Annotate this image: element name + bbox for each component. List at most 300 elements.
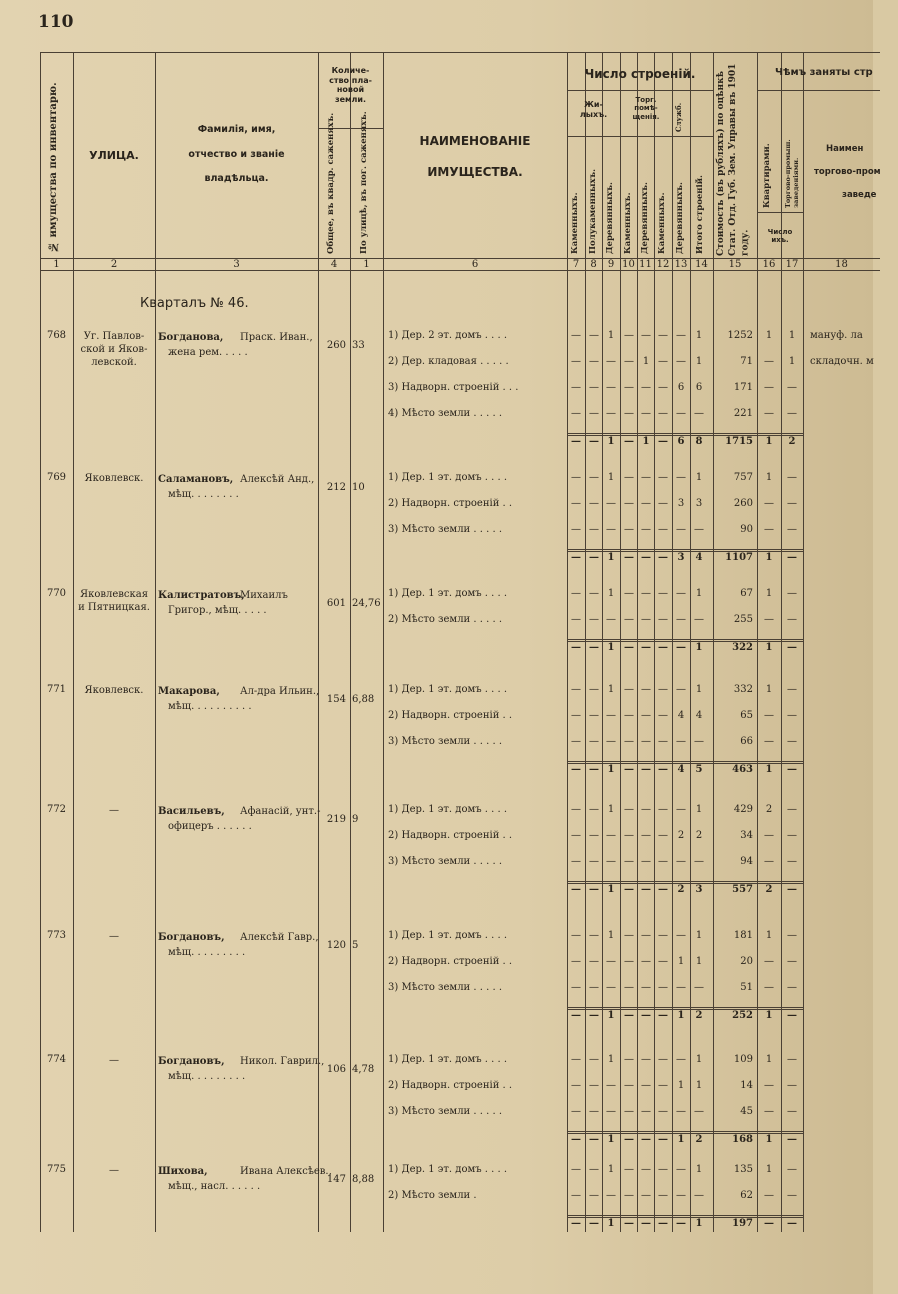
land-area: 260 <box>326 340 346 351</box>
building-count: — <box>624 1190 634 1201</box>
building-count: — <box>589 1190 599 1201</box>
street-name: — <box>109 931 119 942</box>
apartments-count: — <box>764 1106 774 1117</box>
property-item: 1) Дер. 1 эт. домъ . . . . <box>388 930 508 941</box>
owner-surname: Саламановъ, <box>158 474 234 485</box>
column-number: 18 <box>835 259 848 270</box>
total-building-count: 2 <box>695 1134 703 1145</box>
building-count: — <box>658 856 668 867</box>
building-count: — <box>571 956 581 967</box>
building-count: 1 <box>607 1054 615 1065</box>
property-item: 2) Надворн. строеній . . <box>388 1080 513 1091</box>
building-count: — <box>589 856 599 867</box>
building-count: — <box>624 408 634 419</box>
property-item: 2) Мѣсто земли . <box>388 1190 477 1201</box>
building-count: 2 <box>695 830 703 841</box>
total-building-count: — <box>589 552 599 563</box>
building-count: — <box>694 408 704 419</box>
total-building-count: — <box>571 1134 581 1145</box>
property-value: 135 <box>733 1164 753 1175</box>
header-apartments: Квартирами. <box>762 143 772 208</box>
column-number: 4 <box>330 259 338 270</box>
total-value: 252 <box>732 1010 753 1021</box>
total-value: 1107 <box>725 552 753 563</box>
owner-status: мѣщ. . . . . . . . . . <box>168 701 252 712</box>
building-count: — <box>624 1054 634 1065</box>
total-building-count: 6 <box>677 436 685 447</box>
total-building-count: — <box>641 764 651 775</box>
total-building-count: — <box>571 552 581 563</box>
total-building-count: 3 <box>677 552 685 563</box>
property-item: 3) Мѣсто земли . . . . . <box>388 736 502 747</box>
header-total-buildings: Итого строеній. <box>695 175 705 254</box>
apartments-count: 1 <box>765 472 773 483</box>
building-count: 4 <box>677 710 685 721</box>
property-item: 3) Мѣсто земли . . . . . <box>388 982 502 993</box>
apartments-count: 2 <box>765 804 773 815</box>
property-item: 1) Дер. 1 эт. домъ . . . . <box>388 804 508 815</box>
street-name: Яковлевск. <box>84 473 144 484</box>
building-count: — <box>676 1106 686 1117</box>
building-count: — <box>641 472 651 483</box>
apartments-count: 1 <box>765 588 773 599</box>
total-building-count: — <box>641 642 651 653</box>
building-count: — <box>641 408 651 419</box>
property-item: 1) Дер. 1 эт. домъ . . . . <box>388 684 508 695</box>
land-area: 154 <box>326 694 346 705</box>
building-count: — <box>589 382 599 393</box>
building-count: — <box>589 524 599 535</box>
building-count: — <box>624 1106 634 1117</box>
total-building-count: 2 <box>677 884 685 895</box>
building-count: — <box>571 736 581 747</box>
trade-count: — <box>787 1106 797 1117</box>
building-count: — <box>624 588 634 599</box>
building-count: — <box>571 614 581 625</box>
column-number: 1 <box>363 259 370 270</box>
total-building-count: 2 <box>695 1010 703 1021</box>
building-count: — <box>676 804 686 815</box>
total-apartments: 1 <box>765 436 773 447</box>
trade-count: — <box>787 736 797 747</box>
total-building-count: 1 <box>607 1010 615 1021</box>
total-value: 197 <box>732 1218 753 1229</box>
building-count: — <box>641 1164 651 1175</box>
owner-status: мѣщ. . . . . . . . . <box>168 1071 246 1082</box>
building-count: — <box>641 1106 651 1117</box>
street-frontage: 5 <box>352 940 359 951</box>
inventory-number: 773 <box>46 930 67 941</box>
building-count: 1 <box>695 1080 703 1091</box>
header-buildings: Число строеній. <box>584 67 696 81</box>
total-building-count: 1 <box>607 884 615 895</box>
street-frontage: 10 <box>352 482 365 493</box>
inventory-number: 775 <box>46 1164 67 1175</box>
building-count: — <box>624 498 634 509</box>
total-building-count: — <box>589 884 599 895</box>
property-item: 1) Дер. 2 эт. домъ . . . . <box>388 330 508 341</box>
building-count: 1 <box>607 930 615 941</box>
property-value: 94 <box>740 856 753 867</box>
building-count: — <box>589 804 599 815</box>
land-area: 106 <box>326 1064 346 1075</box>
building-count: — <box>589 736 599 747</box>
header-trade: Торг. помѣ- щенія. <box>632 96 660 121</box>
property-value: 332 <box>733 684 753 695</box>
owner-details: Михаилъ <box>240 590 288 601</box>
building-count: — <box>589 830 599 841</box>
total-building-count: 1 <box>677 1134 685 1145</box>
total-building-count: 3 <box>695 884 703 895</box>
building-count: — <box>571 1080 581 1091</box>
total-building-count: — <box>676 642 686 653</box>
building-count: 1 <box>607 472 615 483</box>
building-count: — <box>571 382 581 393</box>
trade-count: — <box>787 382 797 393</box>
property-item: 3) Мѣсто земли . . . . . <box>388 524 502 535</box>
building-count: — <box>571 356 581 367</box>
building-count: — <box>658 1106 668 1117</box>
total-trade: — <box>787 642 797 653</box>
building-count: — <box>676 524 686 535</box>
column-number: 8 <box>590 259 597 270</box>
building-count: — <box>641 956 651 967</box>
building-count: — <box>606 382 616 393</box>
total-building-count: — <box>589 1218 599 1229</box>
total-trade: — <box>787 552 797 563</box>
property-item: 3) Надворн. строеній . . . <box>388 382 519 393</box>
trade-count: — <box>787 684 797 695</box>
total-building-count: — <box>589 764 599 775</box>
total-building-count: — <box>658 884 668 895</box>
building-count: — <box>658 408 668 419</box>
building-count: — <box>606 498 616 509</box>
owner-details: Алексѣй Гавр., <box>240 932 319 943</box>
total-building-count: — <box>641 1134 651 1145</box>
building-count: 6 <box>677 382 685 393</box>
inventory-table <box>40 52 880 1232</box>
building-count: — <box>641 1054 651 1065</box>
property-item: 1) Дер. 1 эт. домъ . . . . <box>388 1164 508 1175</box>
building-count: — <box>694 982 704 993</box>
total-building-count: — <box>624 1218 634 1229</box>
trade-count: 1 <box>788 356 796 367</box>
header-value: Стоимость (въ рубляхъ) по оцѣнкѣ Стат. Отд. Губ. Зем. Управы въ 1901 году. <box>716 63 751 256</box>
total-building-count: 1 <box>695 1218 703 1229</box>
total-trade: — <box>787 1134 797 1145</box>
building-count: — <box>641 1190 651 1201</box>
owner-details: Праск. Иван., <box>240 332 313 343</box>
property-item: 2) Надворн. строеній . . <box>388 830 513 841</box>
building-count: — <box>606 408 616 419</box>
building-count: — <box>606 856 616 867</box>
building-count: — <box>624 684 634 695</box>
total-building-count: — <box>658 1134 668 1145</box>
building-count: — <box>624 382 634 393</box>
property-item: 2) Мѣсто земли . . . . . <box>388 614 502 625</box>
land-area: 147 <box>326 1174 346 1185</box>
owner-status: мѣщ. . . . . . . . . <box>168 947 246 958</box>
building-count: 1 <box>607 330 615 341</box>
column-number: 2 <box>110 259 118 270</box>
apartments-count: — <box>764 856 774 867</box>
building-count: — <box>624 356 634 367</box>
building-count: — <box>676 1054 686 1065</box>
property-item: 3) Мѣсто земли . . . . . <box>388 1106 502 1117</box>
property-value: 66 <box>740 736 753 747</box>
total-building-count: — <box>589 642 599 653</box>
building-count: — <box>694 856 704 867</box>
total-building-count: 4 <box>677 764 685 775</box>
building-count: — <box>676 588 686 599</box>
inventory-number: 770 <box>46 588 67 599</box>
column-number: 7 <box>572 259 580 270</box>
owner-status: жена рем. . . . . <box>168 347 248 358</box>
street-name: — <box>109 1165 119 1176</box>
apartments-count: — <box>764 1080 774 1091</box>
apartments-count: — <box>764 498 774 509</box>
trade-count: 1 <box>788 330 796 341</box>
building-count: — <box>571 1190 581 1201</box>
total-building-count: — <box>571 436 581 447</box>
property-value: 51 <box>740 982 753 993</box>
building-count: — <box>571 588 581 599</box>
owner-surname: Богдановъ, <box>158 932 225 943</box>
inventory-number: 769 <box>46 472 67 483</box>
building-count: — <box>658 1190 668 1201</box>
building-count: — <box>571 982 581 993</box>
column-number: 10 <box>622 259 635 270</box>
total-building-count: 5 <box>695 764 703 775</box>
street-frontage: 24,76 <box>352 598 381 609</box>
building-count: — <box>589 1054 599 1065</box>
inventory-number: 772 <box>46 804 67 815</box>
trade-count: — <box>787 1190 797 1201</box>
trade-count: — <box>787 804 797 815</box>
building-count: 1 <box>695 956 703 967</box>
building-count: — <box>571 684 581 695</box>
header-residential: Жи- лыхъ. <box>579 100 608 119</box>
building-count: — <box>641 588 651 599</box>
property-value: 221 <box>733 408 753 419</box>
building-count: — <box>589 930 599 941</box>
trade-count: — <box>787 472 797 483</box>
building-count: — <box>589 408 599 419</box>
building-count: — <box>694 1106 704 1117</box>
building-count: — <box>658 804 668 815</box>
building-count: — <box>694 614 704 625</box>
header-stone-3: Каменныхъ. <box>657 192 667 254</box>
total-building-count: — <box>624 436 634 447</box>
total-building-count: — <box>571 1218 581 1229</box>
property-value: 14 <box>740 1080 753 1091</box>
column-number: 11 <box>639 259 652 270</box>
building-count: — <box>589 684 599 695</box>
inventory-number: 768 <box>46 330 67 341</box>
owner-status: Григор., мѣщ. . . . . <box>168 605 267 616</box>
building-count: — <box>606 614 616 625</box>
building-count: — <box>658 472 668 483</box>
building-count: — <box>641 736 651 747</box>
column-number: 9 <box>607 259 615 270</box>
building-count: — <box>624 982 634 993</box>
property-item: 2) Надворн. строеній . . <box>388 498 513 509</box>
total-value: 1715 <box>725 436 753 447</box>
property-item: 1) Дер. 1 эт. домъ . . . . <box>388 1054 508 1065</box>
building-count: — <box>571 408 581 419</box>
header-wood-2: Деревянныхъ. <box>640 181 650 254</box>
building-count: 1 <box>607 804 615 815</box>
total-building-count: — <box>624 764 634 775</box>
building-count: — <box>606 736 616 747</box>
building-count: 4 <box>695 710 703 721</box>
trade-count: — <box>787 830 797 841</box>
building-count: — <box>606 710 616 721</box>
building-count: — <box>676 736 686 747</box>
total-building-count: — <box>641 1010 651 1021</box>
building-count: — <box>658 710 668 721</box>
column-number: 16 <box>762 259 776 270</box>
property-item: 2) Надворн. строеній . . <box>388 956 513 967</box>
trade-count: — <box>787 524 797 535</box>
building-count: — <box>676 356 686 367</box>
building-count: 1 <box>695 472 703 483</box>
building-count: — <box>589 588 599 599</box>
building-count: — <box>676 930 686 941</box>
building-count: — <box>624 1080 634 1091</box>
total-apartments: — <box>764 1218 774 1229</box>
header-wood-3: Деревянныхъ. <box>675 181 685 254</box>
building-count: — <box>658 330 668 341</box>
property-value: 45 <box>740 1106 753 1117</box>
apartments-count: 1 <box>765 684 773 695</box>
building-count: — <box>606 1080 616 1091</box>
total-value: 322 <box>732 642 753 653</box>
street-frontage: 9 <box>352 814 359 825</box>
building-count: — <box>658 588 668 599</box>
header-land-street: По улицѣ, въ пог. саженяхъ. <box>359 111 369 254</box>
building-count: — <box>571 498 581 509</box>
street-name: Яковлевск. <box>84 685 144 696</box>
trade-count: — <box>787 498 797 509</box>
building-count: — <box>658 382 668 393</box>
total-building-count: — <box>676 1218 686 1229</box>
building-count: — <box>676 1164 686 1175</box>
building-count: — <box>571 856 581 867</box>
total-apartments: 1 <box>765 1134 773 1145</box>
street-name: и Пятницкая. <box>78 602 150 613</box>
street-name: ской и Яков- <box>80 344 148 355</box>
building-count: — <box>624 736 634 747</box>
building-count: 1 <box>607 684 615 695</box>
apartments-count: — <box>764 614 774 625</box>
apartments-count: — <box>764 830 774 841</box>
column-number: 17 <box>785 259 799 270</box>
total-building-count: 1 <box>695 642 703 653</box>
building-count: — <box>676 408 686 419</box>
apartments-count: — <box>764 1190 774 1201</box>
total-value: 463 <box>732 764 753 775</box>
building-count: — <box>624 330 634 341</box>
building-count: — <box>641 930 651 941</box>
total-building-count: — <box>641 552 651 563</box>
apartments-count: 1 <box>765 1054 773 1065</box>
total-apartments: 2 <box>765 884 773 895</box>
total-building-count: 1 <box>642 436 650 447</box>
property-value: 71 <box>740 356 753 367</box>
property-item: 3) Мѣсто земли . . . . . <box>388 856 502 867</box>
trade-count: — <box>787 408 797 419</box>
building-count: — <box>676 684 686 695</box>
property-value: 171 <box>733 382 753 393</box>
header-occupied: Чѣмъ заняты стр <box>775 67 873 78</box>
building-count: 1 <box>642 356 650 367</box>
owner-surname: Макарова, <box>158 686 220 697</box>
property-value: 181 <box>733 930 753 941</box>
owner-details: Ивана Алексѣев., <box>240 1166 332 1177</box>
building-count: — <box>676 472 686 483</box>
inventory-number: 774 <box>46 1054 67 1065</box>
apartments-count: — <box>764 710 774 721</box>
property-item: 4) Мѣсто земли . . . . . <box>388 408 502 419</box>
building-count: — <box>641 524 651 535</box>
block-title: Кварталъ № 46. <box>140 296 249 311</box>
building-count: — <box>624 956 634 967</box>
building-count: — <box>589 1164 599 1175</box>
building-count: — <box>589 1106 599 1117</box>
building-count: — <box>676 982 686 993</box>
property-item: 2) Дер. кладовая . . . . . <box>388 356 509 367</box>
building-count: — <box>641 1080 651 1091</box>
building-count: — <box>676 1190 686 1201</box>
total-building-count: — <box>624 552 634 563</box>
property-value: 255 <box>733 614 753 625</box>
apartments-count: 1 <box>765 930 773 941</box>
total-building-count: — <box>624 642 634 653</box>
trade-count: — <box>787 982 797 993</box>
building-count: 1 <box>695 804 703 815</box>
owner-details: Афанасій, унт.- <box>240 806 321 817</box>
building-count: 1 <box>695 1164 703 1175</box>
total-building-count: — <box>658 1218 668 1229</box>
building-count: 1 <box>677 1080 685 1091</box>
total-building-count: — <box>589 1010 599 1021</box>
street-frontage: 8,88 <box>352 1174 375 1185</box>
header-count: Число ихъ. <box>767 228 793 245</box>
building-count: — <box>571 930 581 941</box>
building-count: — <box>658 1164 668 1175</box>
building-count: — <box>694 524 704 535</box>
owner-status: мѣщ. . . . . . . . <box>168 489 239 500</box>
owner-surname: Богдановъ, <box>158 1056 225 1067</box>
header-street: УЛИЦА. <box>89 149 139 162</box>
building-count: — <box>606 956 616 967</box>
building-count: — <box>571 524 581 535</box>
building-count: — <box>641 804 651 815</box>
street-frontage: 4,78 <box>352 1064 375 1075</box>
trade-count: — <box>787 1164 797 1175</box>
building-count: — <box>624 710 634 721</box>
property-value: 109 <box>733 1054 753 1065</box>
column-number: 6 <box>471 259 479 270</box>
header-stone-2: Каменныхъ. <box>623 192 633 254</box>
owner-surname: Шихова, <box>158 1166 208 1177</box>
building-count: — <box>571 830 581 841</box>
apartments-count: 1 <box>765 330 773 341</box>
total-building-count: — <box>624 1134 634 1145</box>
building-count: — <box>658 982 668 993</box>
total-trade: — <box>787 1218 797 1229</box>
